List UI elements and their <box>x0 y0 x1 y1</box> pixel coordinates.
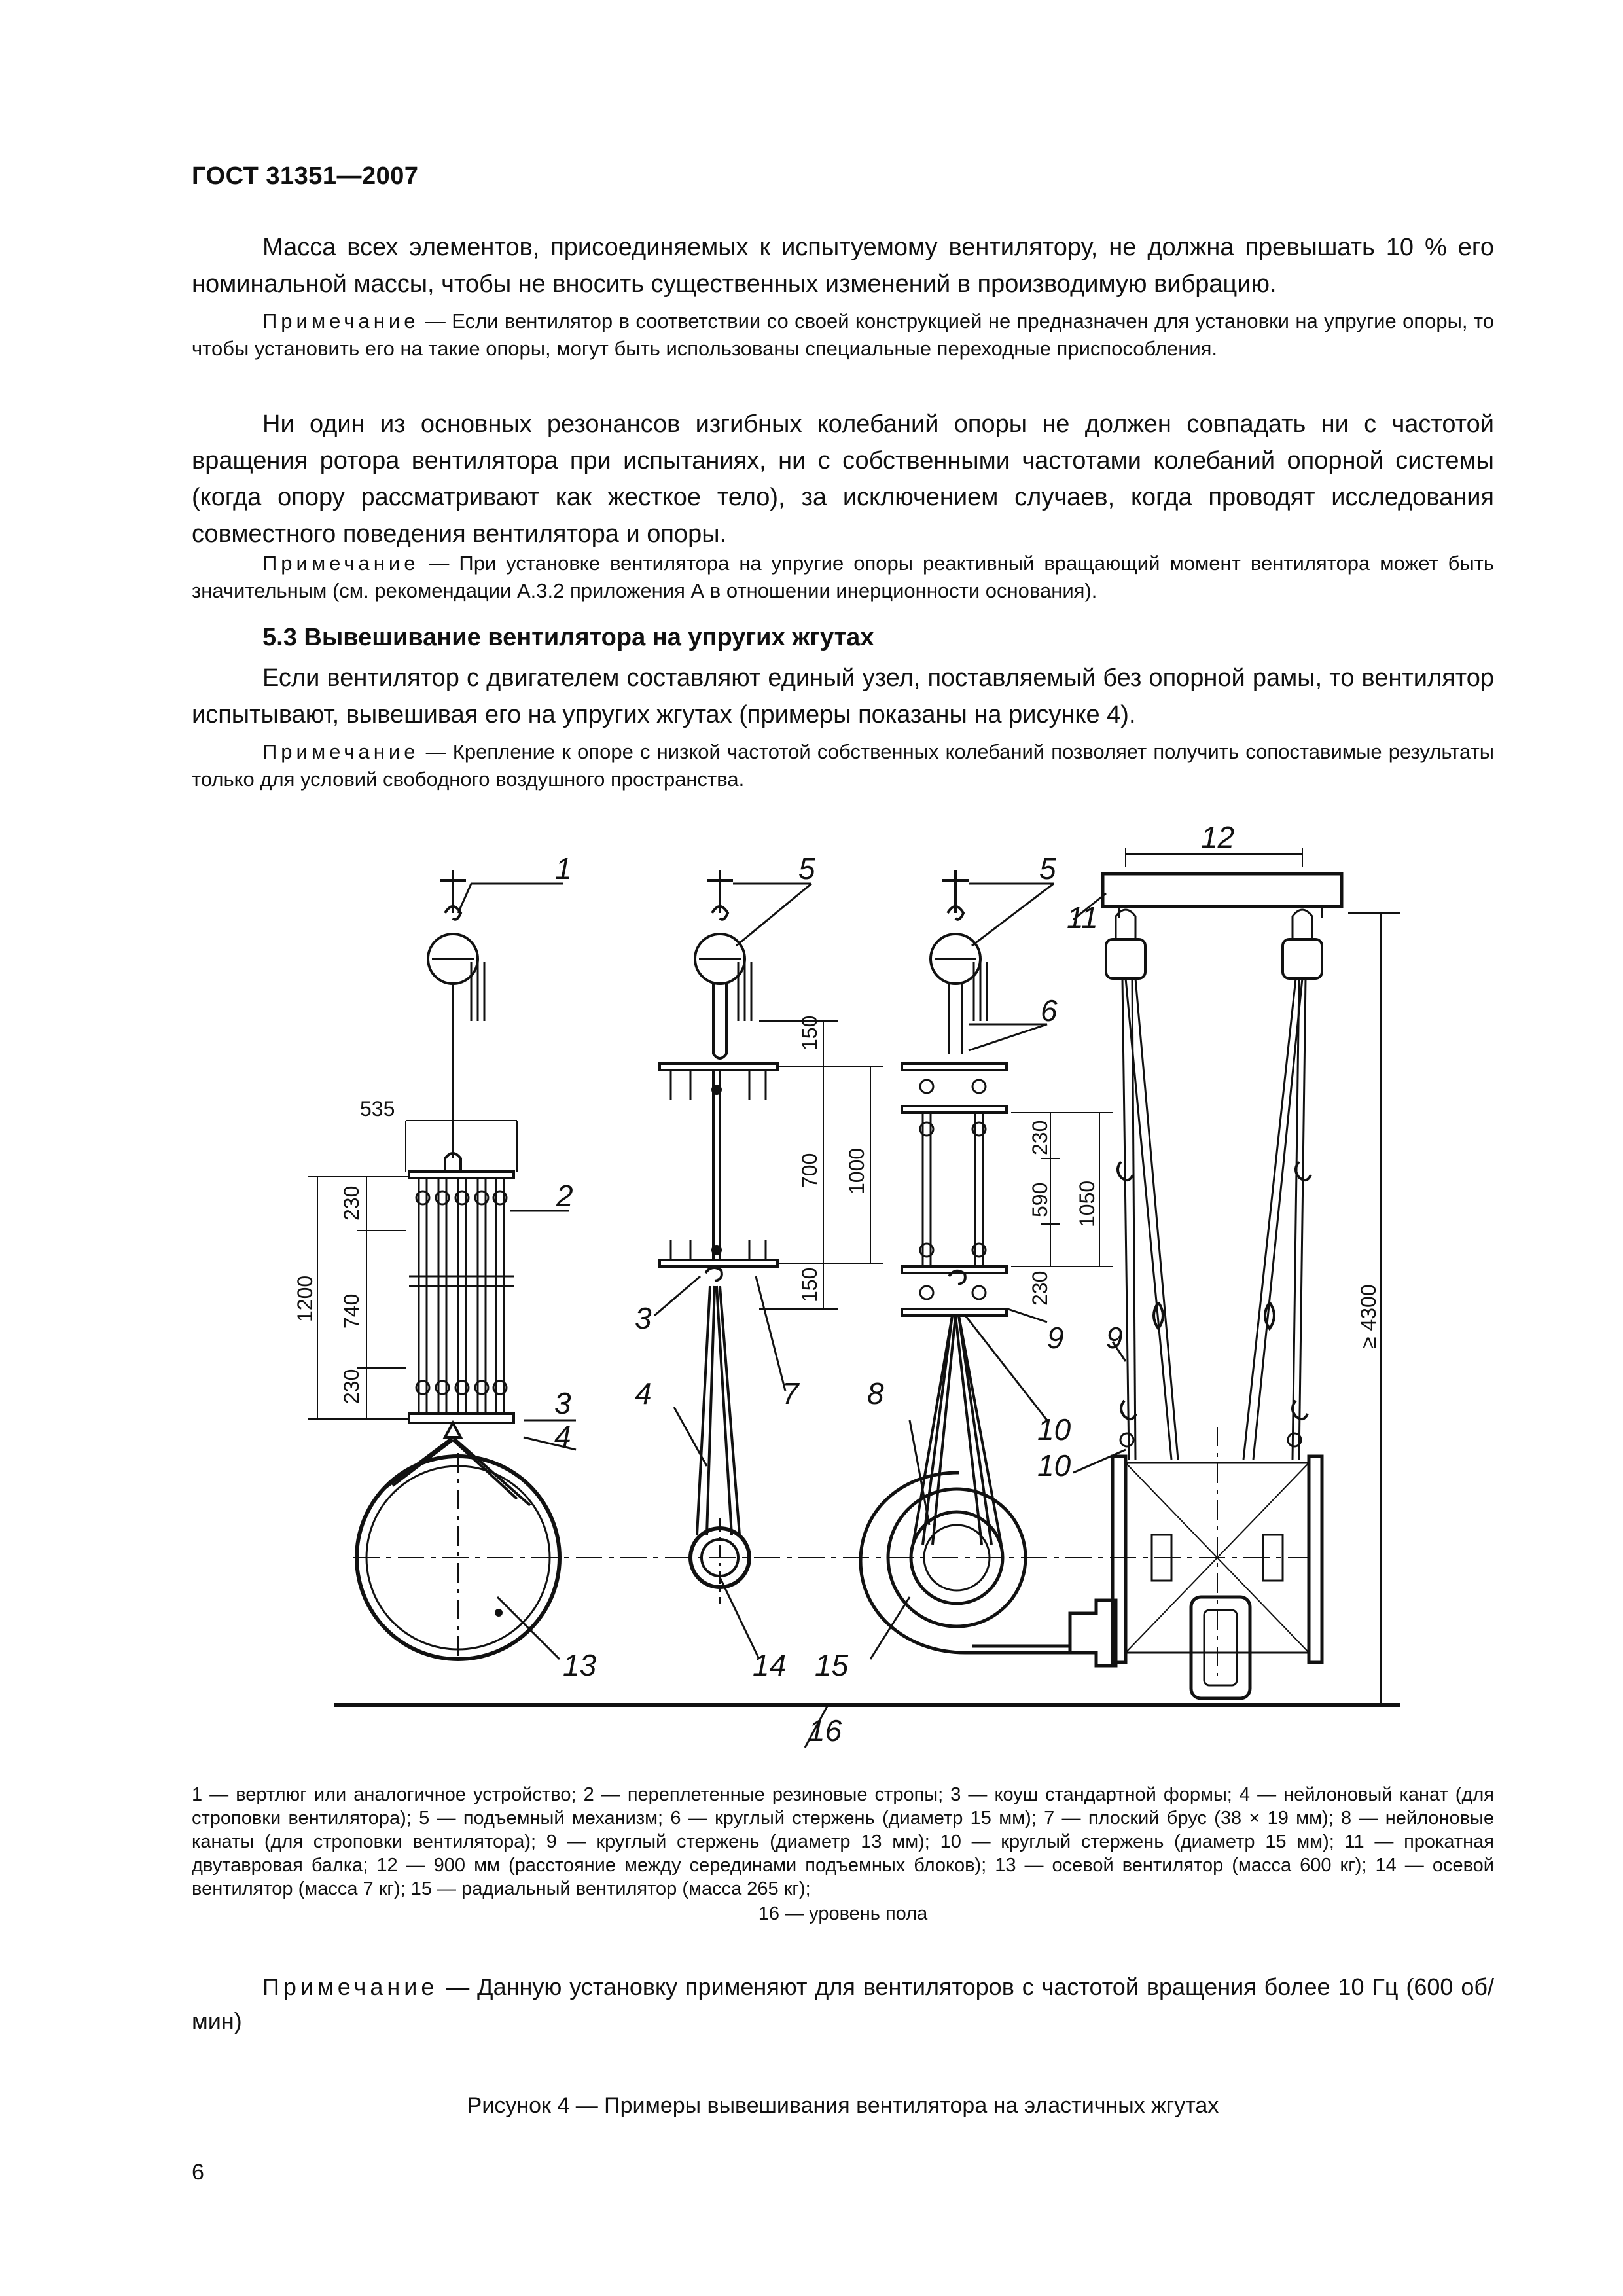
dim-700: 700 <box>798 1153 821 1188</box>
note-label: Примечание <box>262 310 419 332</box>
dim-230: 230 <box>1028 1120 1052 1155</box>
callout-6: 6 <box>1041 994 1058 1028</box>
standard-header: ГОСТ 31351—2007 <box>192 162 419 190</box>
note-text: — При установке вентилятора на упругие опоры реактивный вращающий момент вентилятора может быть значительным (см. рекомендации А.3.2 приложения А в отношении инерционности основания). <box>192 552 1494 602</box>
dim-740: 740 <box>340 1293 363 1329</box>
callout-3: 3 <box>554 1386 571 1420</box>
assembly-axial-600kg <box>308 870 560 1662</box>
callout-7: 7 <box>782 1376 799 1410</box>
note-label: Примечание <box>262 552 419 575</box>
dimension-labels <box>293 1016 1380 1404</box>
paragraph-resonance: Ни один из основных резонансов изгибных колебаний опоры не должен совпадать ни с частотой вращения ротора вентилятора при испытаниях, ни с собственными частотами колебаний опорной системы (когда опору рассматривают как жесткое тело), за исключением случаев, когда проводят исследования совместного поведения вентилятора и опоры. <box>192 410 1494 548</box>
dim-535: 535 <box>360 1097 395 1121</box>
callout-2: 2 <box>556 1179 573 1213</box>
callout-10: 10 <box>1037 1412 1071 1446</box>
dim-1000: 1000 <box>845 1147 868 1194</box>
dim-1200: 1200 <box>293 1275 317 1322</box>
callout-4: 4 <box>554 1419 571 1453</box>
leader-lines <box>458 884 1126 1748</box>
callout-5: 5 <box>1039 852 1056 886</box>
figure-suspension-diagram <box>0 805 1623 1767</box>
dim-150: 150 <box>798 1267 821 1302</box>
callout-3: 3 <box>635 1301 652 1335</box>
callout-9: 9 <box>1047 1321 1064 1355</box>
note-3 <box>192 738 1494 793</box>
dim-230: 230 <box>340 1369 363 1404</box>
note-4 <box>192 1970 1494 2038</box>
callout-14: 14 <box>753 1648 787 1682</box>
note-label: Примечание <box>262 1973 438 2000</box>
note-text: — Данную установку применяют для вентиляторов с частотой вращения более 10 Гц (600 об/мин) <box>192 1973 1494 2034</box>
paragraph-suspension: Если вентилятор с двигателем составляют единый узел, поставляемый без опорной рамы, то вентилятор испытывают, вывешивая его на упругих жгутах (примеры показаны на рисунке 4). <box>192 664 1494 728</box>
callout-8: 8 <box>867 1376 884 1410</box>
page-number: 6 <box>192 2160 204 2185</box>
callout-4: 4 <box>635 1376 652 1410</box>
callout-16: 16 <box>808 1713 842 1748</box>
assembly-radial-265kg <box>861 870 1116 1666</box>
dim-4300: ≥ 4300 <box>1357 1284 1380 1348</box>
callout-12: 12 <box>1201 820 1235 854</box>
dim-590: 590 <box>1028 1182 1052 1217</box>
figure-caption: Рисунок 4 — Примеры вывешивания вентилятора на эластичных жгутах <box>467 2093 1219 2118</box>
dim-150: 150 <box>798 1015 821 1050</box>
callout-5: 5 <box>798 852 815 886</box>
note-1 <box>192 308 1494 363</box>
dim-1050: 1050 <box>1075 1180 1099 1227</box>
paragraph-mass: Масса всех элементов, присоединяемых к испытуемому вентилятору, не должна превышать 10 % его номинальной массы, чтобы не вносить существенных изменений в производимую вибрацию. <box>192 234 1494 298</box>
dim-230: 230 <box>1028 1270 1052 1306</box>
callout-labels <box>554 820 1234 1748</box>
callout-9: 9 <box>1106 1321 1123 1355</box>
callout-10: 10 <box>1037 1448 1071 1482</box>
figure-legend-last: 16 — уровень пола <box>758 1903 928 1924</box>
figure-legend: 1 — вертлюг или аналогичное устройство; 2 — переплетенные резиновые стропы; 3 — коуш стандартной формы; 4 — нейлоновый канат (для строповки вентилятора); 5 — подъемный механизм; 6 — круглый стержень (диаметр 15 мм); 7 — плоский брус (38 × 19 мм); 8 — нейлоновые канаты (для строповки вентилятора); 9 — круглый стержень (диаметр 13 мм); 10 — круглый стержень (диаметр 15 мм); 11 — прокатная двутавровая балка; 12 — 900 мм (расстояние между серединами подъемных блоков); 13 — осевой вентилятор (масса 600 кг); 14 — осевой вентилятор (масса 7 кг); 15 — радиальный вентилятор (масса 265 кг); <box>192 1784 1494 1899</box>
note-label: Примечание <box>262 740 419 763</box>
callout-15: 15 <box>815 1648 849 1682</box>
callout-13: 13 <box>563 1648 597 1682</box>
callout-11: 11 <box>1067 901 1098 935</box>
assembly-axial-7kg <box>660 870 883 1604</box>
note-2 <box>192 550 1494 605</box>
note-text: — Крепление к опоре с низкой частотой собственных колебаний позволяет получить сопоставимые результаты только для условий свободного воздушного пространства. <box>192 740 1494 791</box>
callout-1: 1 <box>555 852 572 886</box>
assembly-beam-suspension <box>1103 848 1400 1705</box>
section-heading: 5.3 Вывешивание вентилятора на упругих жгутах <box>262 624 874 651</box>
dim-230: 230 <box>340 1185 363 1221</box>
note-text: — Если вентилятор в соответствии со своей конструкцией не предназначен для установки на упругие опоры, то чтобы установить его на такие опоры, могут быть использованы специальные переходные приспособления. <box>192 310 1494 360</box>
